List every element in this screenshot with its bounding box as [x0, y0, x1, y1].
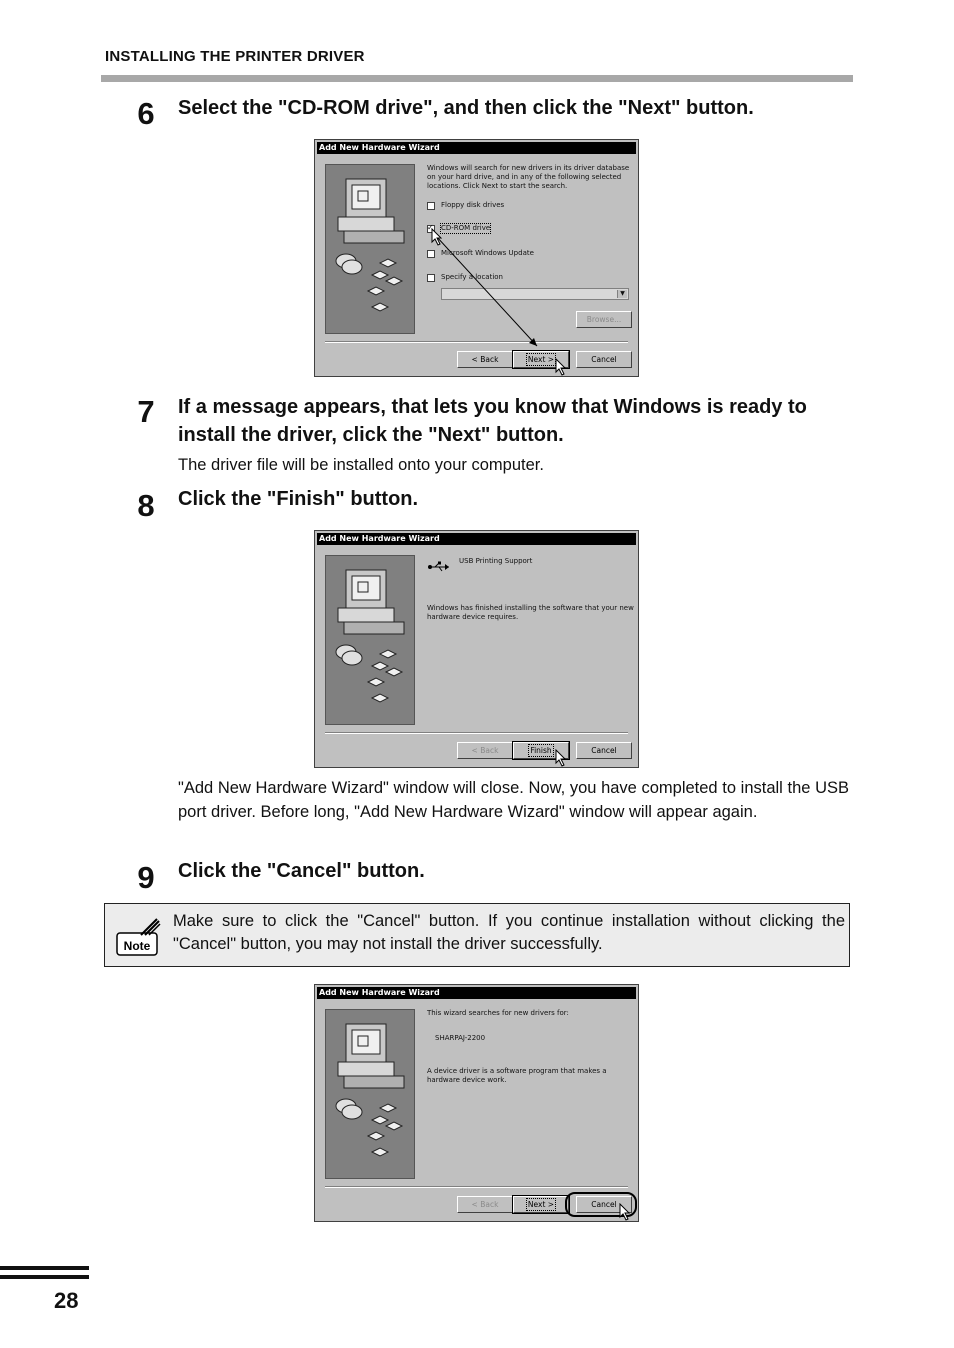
step-7-instruction: If a message appears, that lets you know that Windows is ready to install the driver, click the "Next" button.	[178, 396, 807, 446]
step-number-7: 7	[137, 394, 155, 429]
dialog-separator	[325, 1186, 628, 1188]
driver-explain-line-2: hardware device work.	[427, 1076, 507, 1084]
footer-rule	[0, 1266, 89, 1270]
usb-icon	[427, 561, 451, 573]
add-hardware-dialog-search-options	[314, 139, 639, 377]
next-button[interactable]	[513, 1196, 569, 1213]
step-number-6: 6	[137, 96, 155, 131]
page-number: 28	[54, 1288, 79, 1313]
footer-rule	[0, 1275, 89, 1279]
cdrom-checkbox-label: CD-ROM drive	[441, 224, 491, 232]
specify-location-checkbox-label: Specify a location	[441, 273, 503, 281]
chevron-down-icon[interactable]: ▼	[617, 290, 627, 298]
finish-button-label: Finish	[530, 746, 552, 755]
finish-message-line-1: Windows has finished installing the software that your new	[427, 604, 634, 612]
floppy-checkbox-label: Floppy disk drives	[441, 201, 505, 209]
mouse-cursor-icon	[431, 228, 443, 246]
step-8-detail: "Add New Hardware Wizard" window will close. Now, you have completed to install the USB port driver. Before long, "Add New Hardware Wizard" window will appear again.	[178, 779, 849, 821]
section-title: INSTALLING THE PRINTER DRIVER	[105, 48, 365, 65]
search-intro-line-3: locations. Click Next to start the search.	[427, 182, 568, 190]
cancel-button[interactable]: Cancel	[576, 1196, 632, 1213]
windows-update-checkbox-label: Microsoft Windows Update	[441, 249, 534, 257]
browse-button[interactable]: Browse...	[576, 311, 632, 328]
step-8-instruction: Click the "Finish" button.	[178, 488, 419, 510]
step-7-detail: The driver file will be installed onto your computer.	[178, 456, 544, 474]
dialog-title-bar: Add New Hardware Wizard	[317, 142, 636, 154]
mouse-cursor-icon	[619, 1203, 631, 1221]
dialog-title-bar: Add New Hardware Wizard	[317, 533, 636, 545]
step-9-instruction: Click the "Cancel" button.	[178, 860, 425, 882]
device-name: USB Printing Support	[459, 557, 533, 565]
note-icon-label: Note	[123, 939, 151, 953]
header-rule	[101, 75, 853, 82]
wizard-computer-art	[325, 1009, 415, 1179]
add-hardware-dialog-new-drivers	[314, 984, 639, 1222]
wizard-intro: This wizard searches for new drivers for:	[427, 1009, 569, 1017]
note-box	[104, 903, 850, 967]
mouse-cursor-icon	[555, 358, 567, 376]
step-6-instruction: Select the "CD-ROM drive", and then click the "Next" button.	[178, 97, 754, 119]
search-intro-line-2: on your hard drive, and in any of the following selected	[427, 173, 622, 181]
wizard-computer-art	[325, 555, 415, 725]
device-name: SHARPAJ-2200	[435, 1034, 486, 1042]
note-pencil-icon	[115, 915, 161, 959]
note-text: Make sure to click the "Cancel" button. If you continue installation without clicking the "Cancel" button, you may not install the driver successfully.	[173, 912, 845, 953]
back-button[interactable]: < Back	[457, 1196, 513, 1213]
cancel-button[interactable]: Cancel	[576, 351, 632, 368]
mouse-cursor-icon	[555, 749, 567, 767]
driver-explain-line-1: A device driver is a software program that makes a	[427, 1067, 607, 1075]
pointer-path-arrow	[315, 140, 640, 378]
add-hardware-dialog-finish	[314, 530, 639, 768]
back-button[interactable]: < Back	[457, 351, 513, 368]
finish-message-line-2: hardware device requires.	[427, 613, 519, 621]
back-button[interactable]: < Back	[457, 742, 513, 759]
step-number-8: 8	[137, 488, 155, 523]
dialog-title-bar: Add New Hardware Wizard	[317, 987, 636, 999]
next-button-label: Next >	[527, 1200, 555, 1209]
step-number-9: 9	[137, 860, 155, 895]
dialog-separator	[325, 732, 628, 734]
search-intro-line-1: Windows will search for new drivers in its driver database	[427, 164, 630, 172]
next-button-label: Next >	[527, 355, 555, 364]
cancel-button[interactable]: Cancel	[576, 742, 632, 759]
